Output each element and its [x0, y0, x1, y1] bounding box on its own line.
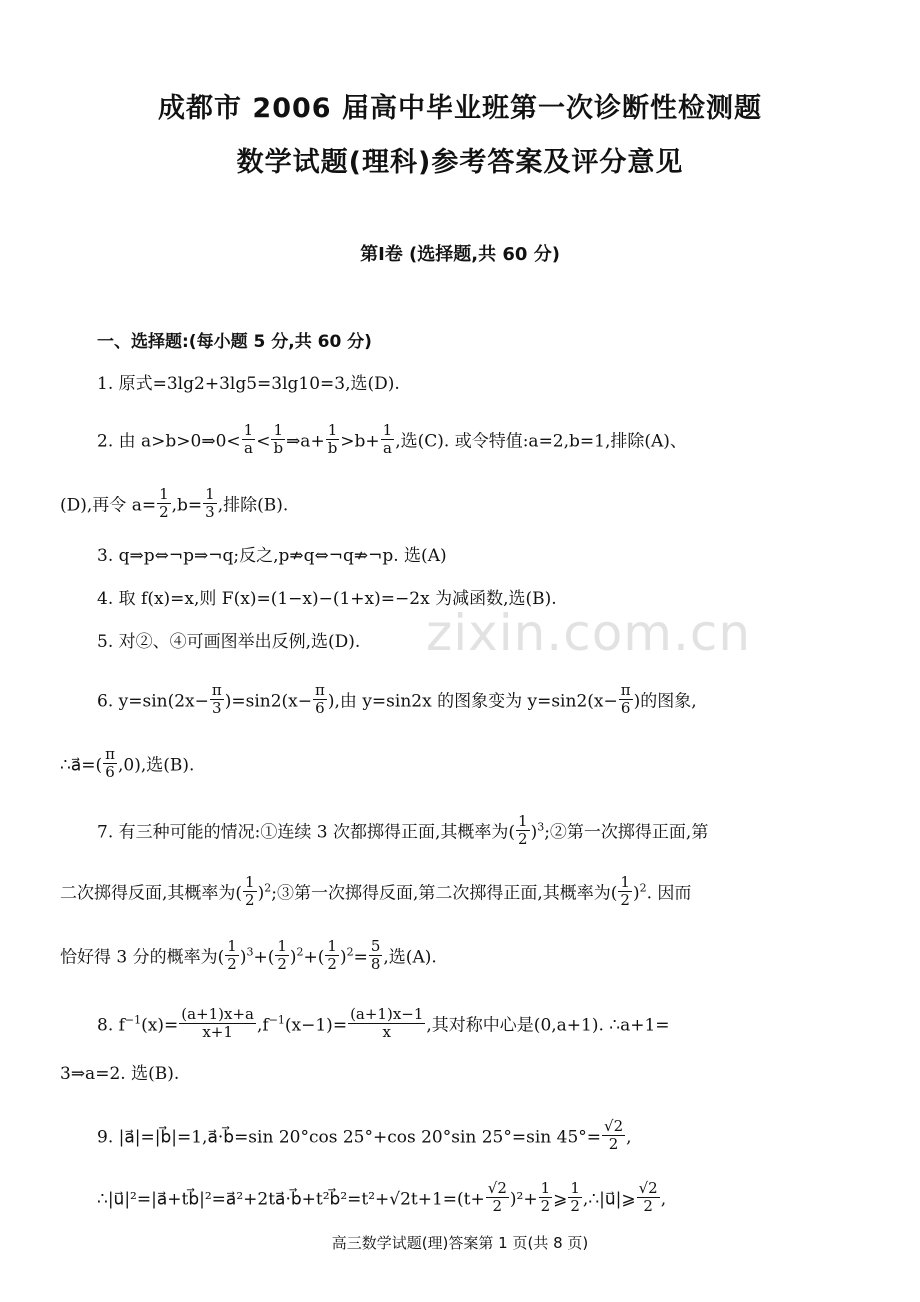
q2-text-line2b: ,b= — [171, 495, 203, 516]
numerator: √2 — [487, 1179, 507, 1197]
answer-q9-line2 — [97, 1179, 667, 1218]
fraction — [602, 1118, 625, 1154]
numerator: 1 — [540, 1179, 551, 1197]
q8-text-d: (x−1)= — [284, 1015, 348, 1036]
exponent: 2 — [639, 881, 647, 895]
exponent: −1 — [124, 1013, 142, 1027]
answer-q7-line3: 恰好得 3 分的概率为( $\frac{1}{2}$ )$^3$+( $\frac{1}{2}$ )$^2$+( $\frac{1}{2}$ )$^2$= $\frac{5}{8}$ ,选(A). — [60, 937, 437, 974]
numerator: 1 — [382, 421, 393, 439]
denominator: 2 — [492, 1197, 503, 1216]
numerator: π — [315, 681, 325, 699]
numerator: 5 — [370, 937, 381, 955]
q9-text-line2a: ∴|u⃗|²=|a⃗+tb⃗|²=a⃗²+2ta⃗·b⃗+t²b⃗²=t²+√2t+1=(t+ — [97, 1189, 485, 1210]
numerator: π — [105, 745, 115, 763]
denominator: 2 — [518, 830, 528, 849]
denominator: 6 — [105, 763, 115, 782]
denominator: 2 — [277, 955, 287, 974]
denominator: 2 — [643, 1197, 653, 1216]
q7-text-plus: +( — [253, 947, 275, 968]
fraction — [618, 874, 632, 910]
q2-text-e: ,选(C). 或令特值:a=2,b=1,排除(A)、 — [395, 431, 687, 452]
answer-q5: 5. 对②、④可画图举出反例,选(D). — [97, 632, 361, 652]
q9-text-line2b: )²+ — [509, 1189, 538, 1210]
answer-q2-line1 — [97, 421, 687, 460]
answer-q8-line2: 3⇒a=2. 选(B). — [60, 1064, 180, 1084]
fraction — [486, 1180, 509, 1216]
numerator: π — [211, 681, 222, 699]
fraction — [225, 938, 239, 974]
fraction — [275, 938, 289, 974]
q7-text-plus: +( — [303, 947, 325, 968]
q6-text-line2b: ,0),选(B). — [117, 755, 195, 776]
q7-text-line2c: . 因而 — [646, 883, 692, 904]
q7-text-b: ;②第一次掷得正面,第 — [544, 822, 709, 843]
fraction — [539, 1180, 553, 1216]
answer-q6-line1 — [97, 681, 697, 720]
q9-text-line2d: ,∴|u⃗|⩾ — [582, 1189, 636, 1210]
denominator: 2 — [245, 891, 255, 910]
answer-q8-line1 — [97, 1005, 670, 1044]
denominator: 2 — [159, 503, 169, 522]
denominator: a — [243, 439, 253, 458]
q9-text-line2e: , — [660, 1189, 667, 1210]
q7-text-a: 7. 有三种可能的情况:①连续 3 次都掷得正面,其概率为( — [97, 822, 516, 843]
numerator: 1 — [159, 485, 169, 503]
q9-text-line2c: ⩾ — [553, 1189, 568, 1210]
answer-q1: 1. 原式=3lg2+3lg5=3lg10=3,选(D). — [97, 374, 400, 394]
numerator: (a+1)x+a — [181, 1005, 254, 1023]
denominator: 2 — [540, 1197, 551, 1216]
numerator: 1 — [277, 937, 287, 955]
numerator: 1 — [243, 421, 254, 439]
denominator: 2 — [608, 1135, 619, 1154]
answer-q6-line2 — [60, 745, 195, 784]
q2-text-d: >b+ — [340, 431, 380, 452]
fraction — [103, 746, 117, 782]
denominator: 2 — [327, 955, 337, 974]
fraction — [179, 1006, 256, 1042]
page-footer: 高三数学试题(理)答案第 1 页(共 8 页) — [331, 1234, 589, 1252]
answer-q3: 3. q⇒p⇔¬p⇒¬q;反之,p⇏q⇔¬q⇏¬p. 选(A) — [97, 546, 447, 566]
q9-text-b: , — [626, 1127, 632, 1148]
numerator: 1 — [245, 873, 255, 891]
q6-text-a: 6. y=sin(2x− — [97, 691, 209, 712]
numerator: 1 — [518, 812, 528, 830]
watermark: zixin.com.cn — [426, 604, 752, 662]
fraction — [369, 938, 383, 974]
q7-text-eq: = — [353, 947, 368, 968]
q7-text-line2a: 二次掷得反面,其概率为( — [60, 883, 243, 904]
denominator: b — [273, 439, 284, 458]
q2-text-b: < — [256, 431, 271, 452]
fraction — [568, 1180, 582, 1216]
numerator: 1 — [326, 422, 340, 440]
answer-q2-line2 — [60, 485, 289, 524]
fraction — [516, 813, 530, 849]
q2-text-c: ⇒a+ — [286, 431, 325, 452]
answer-q7-line1: 7. 有三种可能的情况:①连续 3 次都掷得正面,其概率为( $\frac{1}{2}$ )$^3$;②第一次掷得正面,第 — [97, 812, 709, 849]
exponent: 2 — [264, 881, 272, 895]
fraction — [157, 486, 171, 522]
denominator: 3 — [205, 503, 215, 522]
q2-text-line2a: (D),再令 a= — [60, 495, 157, 516]
q7-text-line3b: ,选(A). — [383, 947, 437, 968]
exam-title: 成都市 2006 届高中毕业班第一次诊断性检测题 — [158, 93, 762, 124]
q7-text-line2b: ;③第一次掷得反面,第二次掷得正面,其概率为( — [271, 883, 618, 904]
q6-text-d: )的图象, — [633, 691, 697, 712]
q8-text-b: (x)= — [141, 1015, 179, 1036]
q8-text-a: 8. f — [97, 1015, 125, 1036]
numerator: 1 — [570, 1179, 580, 1197]
fraction — [210, 682, 224, 718]
numerator: 1 — [205, 485, 215, 503]
exam-subtitle: 数学试题(理科)参考答案及评分意见 — [236, 147, 684, 178]
denominator: 2 — [227, 955, 237, 974]
q9-text-a: 9. |a⃗|=|b⃗|=1,a⃗·b⃗=sin 20°cos 25°+cos 20°sin 25°=sin 45°= — [97, 1127, 602, 1148]
numerator: 1 — [271, 422, 285, 440]
exponent: 3 — [246, 945, 254, 959]
exponent: −1 — [268, 1013, 285, 1027]
denominator: 6 — [315, 699, 325, 718]
q6-text-line2a: ∴a⃗=( — [60, 755, 103, 776]
denominator: 6 — [620, 699, 631, 718]
exponent: 3 — [537, 820, 545, 834]
fraction — [326, 422, 340, 458]
fraction — [619, 682, 633, 718]
part1-heading: 一、选择题:(每小题 5 分,共 60 分) — [97, 332, 372, 352]
exponent: 2 — [296, 945, 304, 959]
numerator: 1 — [327, 937, 337, 955]
q2-text-a: 2. 由 a>b>0⇒0< — [97, 431, 241, 452]
numerator: π — [620, 681, 631, 699]
fraction — [203, 486, 217, 522]
denominator: x — [382, 1023, 391, 1042]
exponent: 2 — [346, 945, 354, 959]
section-heading: 第Ⅰ卷 (选择题,共 60 分) — [360, 244, 560, 265]
q7-text-line3a: 恰好得 3 分的概率为( — [60, 947, 225, 968]
q6-text-c: ),由 y=sin2x 的图象变为 y=sin2(x− — [327, 691, 618, 712]
numerator: 1 — [227, 937, 237, 955]
fraction — [381, 422, 395, 458]
fraction — [348, 1006, 425, 1042]
answer-q9-line1 — [97, 1117, 632, 1156]
fraction — [243, 874, 257, 910]
denominator: 2 — [570, 1197, 580, 1216]
answer-q7-line2: 二次掷得反面,其概率为( $\frac{1}{2}$ )$^2$;③第一次掷得反面,第二次掷得正面,其概率为( $\frac{1}{2}$ )$^2$. 因而 — [60, 873, 692, 910]
fraction — [325, 938, 339, 974]
denominator: 2 — [620, 891, 630, 910]
answer-q4: 4. 取 f(x)=x,则 F(x)=(1−x)−(1+x)=−2x 为减函数,选(B). — [97, 589, 557, 609]
q2-text-line2c: ,排除(B). — [217, 495, 289, 516]
fraction — [313, 682, 327, 718]
fraction — [637, 1180, 660, 1216]
q8-text-c: ,f — [256, 1015, 269, 1036]
denominator: x+1 — [202, 1023, 233, 1042]
numerator: (a+1)x−1 — [350, 1005, 424, 1023]
denominator: a — [382, 439, 392, 458]
q6-text-b: )=sin2(x− — [224, 691, 313, 712]
denominator: b — [327, 439, 338, 458]
denominator: 3 — [212, 699, 222, 718]
numerator: √2 — [604, 1117, 624, 1135]
fraction — [271, 422, 285, 458]
denominator: 8 — [370, 955, 381, 974]
q8-text-e: ,其对称中心是(0,a+1). ∴a+1= — [426, 1015, 670, 1036]
numerator: 1 — [620, 873, 630, 891]
numerator: √2 — [638, 1179, 658, 1197]
fraction — [242, 422, 256, 458]
